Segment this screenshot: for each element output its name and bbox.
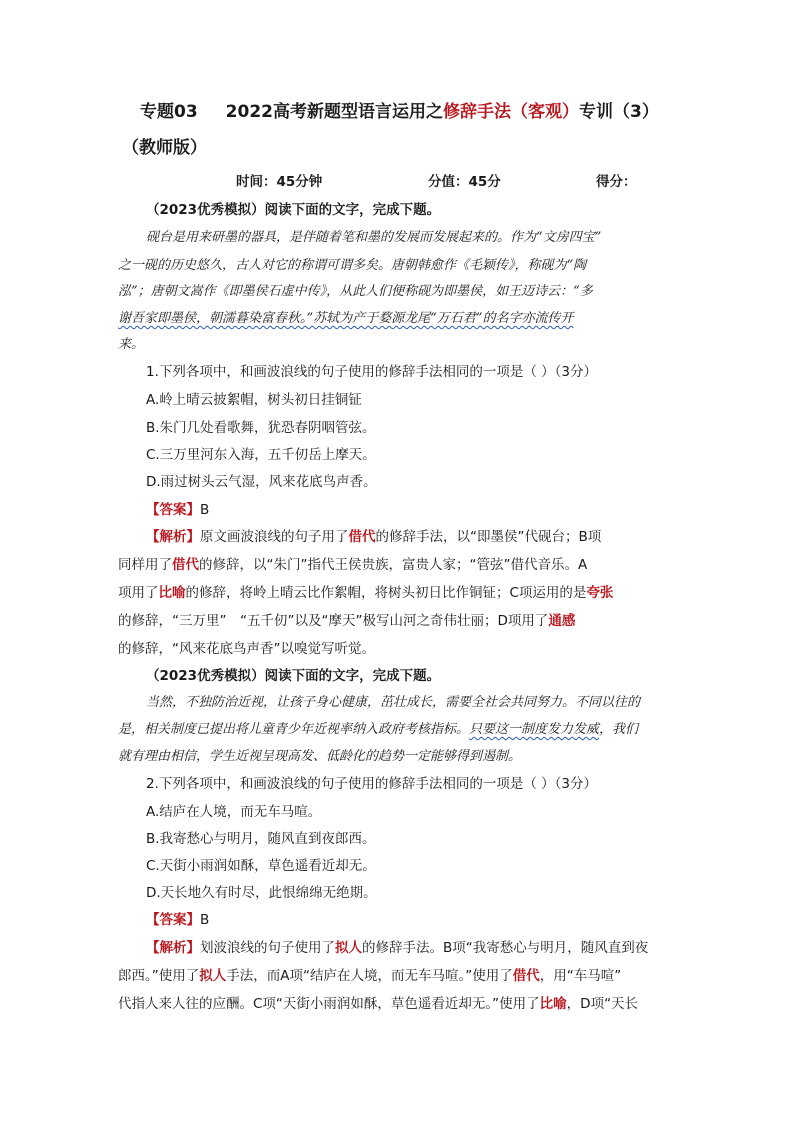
option-d: D.天长地久有时尽，此恨绵绵无绝期。: [146, 885, 377, 901]
title-highlight: 修辞手法（客观）: [443, 102, 579, 122]
passage1-line: 之一砚的历史悠久，古人对它的称谓可谓多矣。唐朝韩愈作《毛颖传》，称砚为“陶: [118, 258, 587, 273]
topic-prefix: 专题03: [140, 102, 198, 122]
analysis-keyword: 比喻: [158, 585, 186, 601]
title-suffix: 专训（3）: [579, 102, 659, 122]
analysis-1-line: [146, 525, 601, 545]
analysis-text: 代指人来人往的应酬。C项“天街小雨润如酥，草色遥看近却无。”使用了: [118, 996, 540, 1012]
option-a: A.岭上晴云披絮帽，树头初日挂铜钲: [146, 392, 362, 408]
analysis-keyword: 拟人: [199, 968, 227, 984]
analysis-keyword: 拟人: [335, 940, 362, 956]
passage1-line: 砚台是用来研墨的器具，是伴随着笔和墨的发展而发展起来的。作为“文房四宝”: [146, 230, 602, 245]
section2-intro: （2023优秀模拟）阅读下面的文字，完成下题。: [146, 668, 441, 684]
analysis-text: ，D项“天长: [566, 996, 639, 1012]
page-title: [140, 97, 659, 122]
answer-label: 【答案】: [146, 912, 200, 928]
analysis-text: 的修辞手法。B项“我寄愁心与明月，随风直到夜: [362, 940, 649, 956]
score-label: 分值：45分: [428, 174, 501, 190]
analysis-keyword: 借代: [512, 968, 540, 984]
answer-2: [146, 908, 209, 928]
wavy-sentence: 谢吾家即墨侯，朝濡暮染富春秋。”苏轼为产于婺源龙尾“万石君”的名字亦流传开: [118, 311, 574, 326]
analysis-text: 郎西。”使用了: [118, 968, 200, 984]
analysis-text: 的修辞手法，以“即墨侯”代砚台；B项: [375, 529, 602, 545]
analysis-label: 【解析】: [146, 940, 200, 956]
analysis-keyword: 夸张: [586, 585, 614, 601]
question-2: 2.下列各项中，和画波浪线的句子使用的修辞手法相同的一项是（ ）（3分）: [146, 776, 598, 792]
analysis-1-line: 的修辞，“风来花底鸟声香”以嗅觉写听觉。: [118, 641, 375, 657]
analysis-text: 同样用了: [118, 557, 172, 573]
analysis-text: 的修辞，“三万里” “五千仞”以及“摩天”极写山河之奇伟壮丽；D项用了: [118, 613, 549, 629]
analysis-1-line: [118, 609, 575, 629]
passage1-line: [118, 307, 573, 326]
analysis-label: 【解析】: [146, 529, 200, 545]
analysis-2-line: [118, 964, 621, 984]
analysis-text: 的修辞，将岭上晴云比作絮帽，将树头初日比作铜钲；C项运用的是: [185, 585, 587, 601]
analysis-1-line: [118, 581, 613, 601]
analysis-2-line: [118, 992, 638, 1012]
passage2-line: 当然，不独防治近视，让孩子身心健康，茁壮成长，需要全社会共同努力。不同以往的: [146, 695, 641, 710]
analysis-keyword: 比喻: [539, 996, 567, 1012]
option-a: A.结庐在人境，而无车马喧。: [146, 804, 322, 820]
option-c: C.三万里河东入海，五千仞岳上摩天。: [146, 447, 376, 463]
analysis-text: 划波浪线的句子使用了: [200, 940, 335, 956]
title-main: 2022高考新题型语言运用之: [225, 102, 443, 122]
analysis-text: 原文画波浪线的句子用了: [200, 529, 349, 545]
option-b: B.朱门几处看歌舞，犹恐春阴咽管弦。: [146, 420, 376, 436]
analysis-keyword: 通感: [548, 613, 576, 629]
answer-value: B: [200, 502, 210, 518]
answer-1: [146, 498, 209, 518]
question-1: 1.下列各项中，和画波浪线的句子使用的修辞手法相同的一项是（ ）（3分）: [146, 364, 598, 380]
analysis-keyword: 借代: [348, 529, 376, 545]
time-label: 时间：45分钟: [236, 174, 323, 190]
passage2-line: 就有理由相信，学生近视呈现高发、低龄化的趋势一定能够得到遏制。: [118, 749, 522, 764]
passage-text: ，我们: [599, 722, 639, 737]
option-b: B.我寄愁心与明月，随风直到夜郎西。: [146, 831, 376, 847]
analysis-text: ，用“车马喧”: [539, 968, 622, 984]
wavy-sentence: 只要这一制度发力发威: [469, 722, 600, 737]
passage2-line: [118, 718, 638, 737]
analysis-text: 项用了: [118, 585, 159, 601]
got-score-label: 得分：: [596, 174, 637, 190]
answer-label: 【答案】: [146, 502, 200, 518]
analysis-keyword: 借代: [172, 557, 199, 573]
analysis-2-line: [146, 936, 648, 956]
answer-value: B: [200, 912, 210, 928]
passage1-line: 来。: [118, 337, 145, 352]
option-d: D.雨过树头云气湿，风来花底鸟声香。: [146, 474, 377, 490]
analysis-text: 手法，而A项“结庐在人境，而无车马喧。”使用了: [226, 968, 513, 984]
passage-text: 是，相关制度已提出将儿童青少年近视率纳入政府考核指标。: [118, 722, 470, 737]
option-c: C.天街小雨润如酥，草色遥看近却无。: [146, 858, 376, 874]
analysis-text: 的修辞，以“朱门”指代王侯贵族，富贵人家；“管弦”借代音乐。A: [199, 557, 588, 573]
analysis-1-line: [118, 553, 587, 573]
section1-intro: （2023优秀模拟）阅读下面的文字，完成下题。: [146, 202, 441, 218]
edition-label: （教师版）: [122, 138, 207, 158]
passage1-line: 泓”；唐朝文嵩作《即墨侯石虚中传》，从此人们便称砚为即墨侯，如王迈诗云：“多: [118, 284, 593, 299]
